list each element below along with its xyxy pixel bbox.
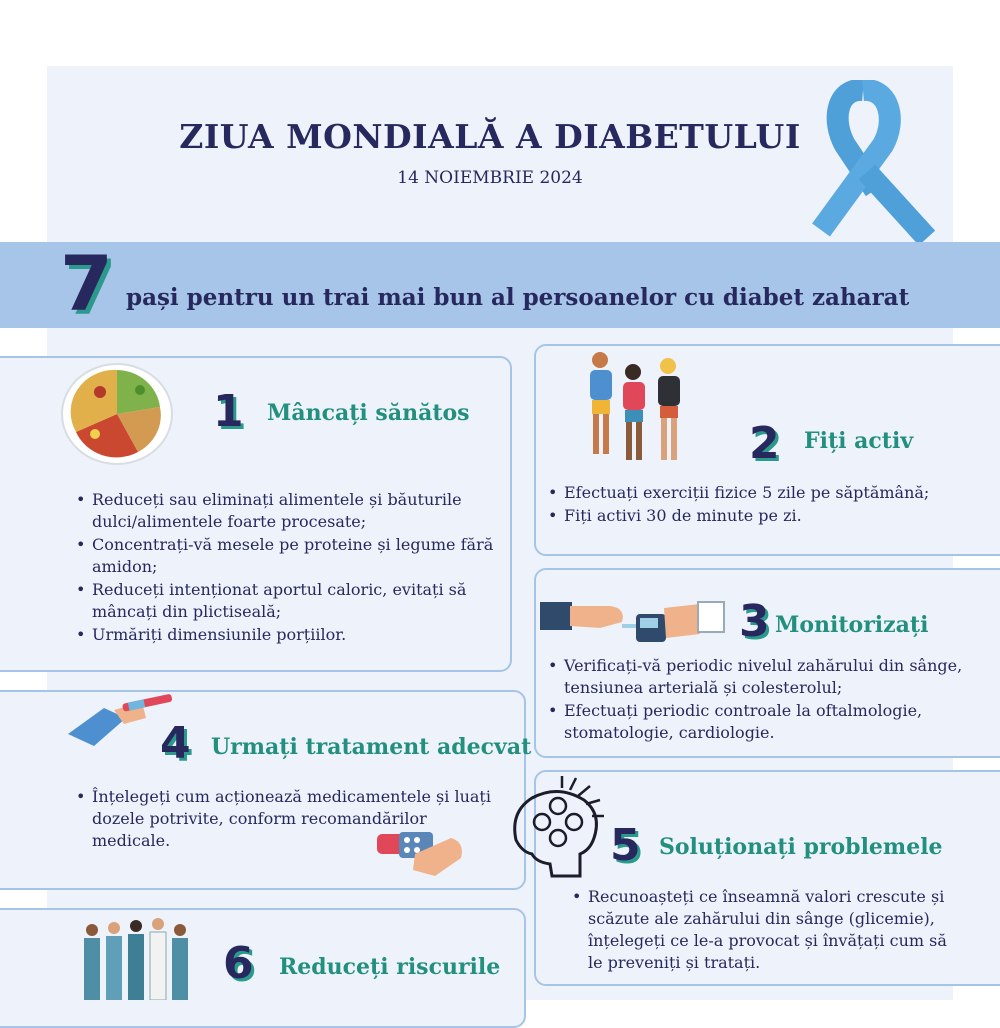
step-number-1: 1: [213, 386, 244, 437]
list-item: • Reduceți sau eliminați alimentele și băuturile dulci/alimentele foarte procesate;: [74, 489, 504, 533]
step-title-1: Mâncați sănătos: [267, 400, 470, 426]
step-list-5: [570, 886, 960, 975]
step-title-4: Urmați tratament adecvat: [211, 734, 532, 760]
step-number-3: 3: [739, 596, 770, 647]
step-list-1: [74, 489, 504, 647]
step-title-6: Reduceți riscurile: [279, 954, 501, 980]
medical-team-icon: [80, 916, 198, 1000]
steps-count: 7: [60, 239, 113, 328]
page-title: ZIUA MONDIALĂ A DIABETULUI: [179, 117, 801, 156]
list-item: • Verificați-vă periodic nivelul zahărului din sânge, tensiunea arterială și colesterolul;: [546, 655, 976, 699]
list-item: • Efectuați periodic controale la oftalmologie, stomatologie, cardiologie.: [546, 700, 976, 744]
step-list-3: [546, 655, 976, 745]
list-item: • Concentrați-vă mesele pe proteine și legume fără amidon;: [74, 534, 504, 578]
list-item: • Recunoașteți ce înseamnă valori crescute și scăzute ale zahărului din sânge (glicemie), înțelegeți ce le-a provocat și învățați cum să le preveniți și tratați.: [570, 886, 960, 974]
step-title-3: Monitorizați: [775, 612, 929, 638]
step-list-2: [546, 482, 986, 528]
list-item: • Înțelegeți cum acționează medicamentele și luați dozele potrivite, conform recomandărilor medicale.: [74, 786, 494, 852]
runners-icon: [580, 350, 692, 470]
awareness-ribbon-icon: [805, 80, 940, 245]
list-item: • Fiți activi 30 de minute pe zi.: [546, 505, 986, 527]
event-date: 14 NOIEMBRIE 2024: [397, 168, 583, 188]
band-heading: pași pentru un trai mai bun al persoanelor cu diabet zaharat: [126, 284, 910, 311]
list-item: • Urmăriți dimensiunile porțiilor.: [74, 624, 504, 646]
list-item: • Efectuați exerciții fizice 5 zile pe săptămână;: [546, 482, 986, 504]
brain-math-icon: [506, 772, 618, 882]
healthy-plate-icon: [60, 362, 175, 467]
step-number-4: 4: [160, 718, 191, 769]
pills-hand-icon: [375, 828, 467, 880]
step-number-2: 2: [749, 418, 780, 469]
step-number-5: 5: [610, 820, 641, 871]
list-item: • Reduceți intenționat aportul caloric, evitați să mâncați din plictiseală;: [74, 579, 504, 623]
step-title-5: Soluționați problemele: [659, 834, 943, 860]
step-title-2: Fiți activ: [804, 428, 914, 454]
step-number-6: 6: [223, 938, 254, 989]
glucometer-icon: [540, 598, 730, 646]
